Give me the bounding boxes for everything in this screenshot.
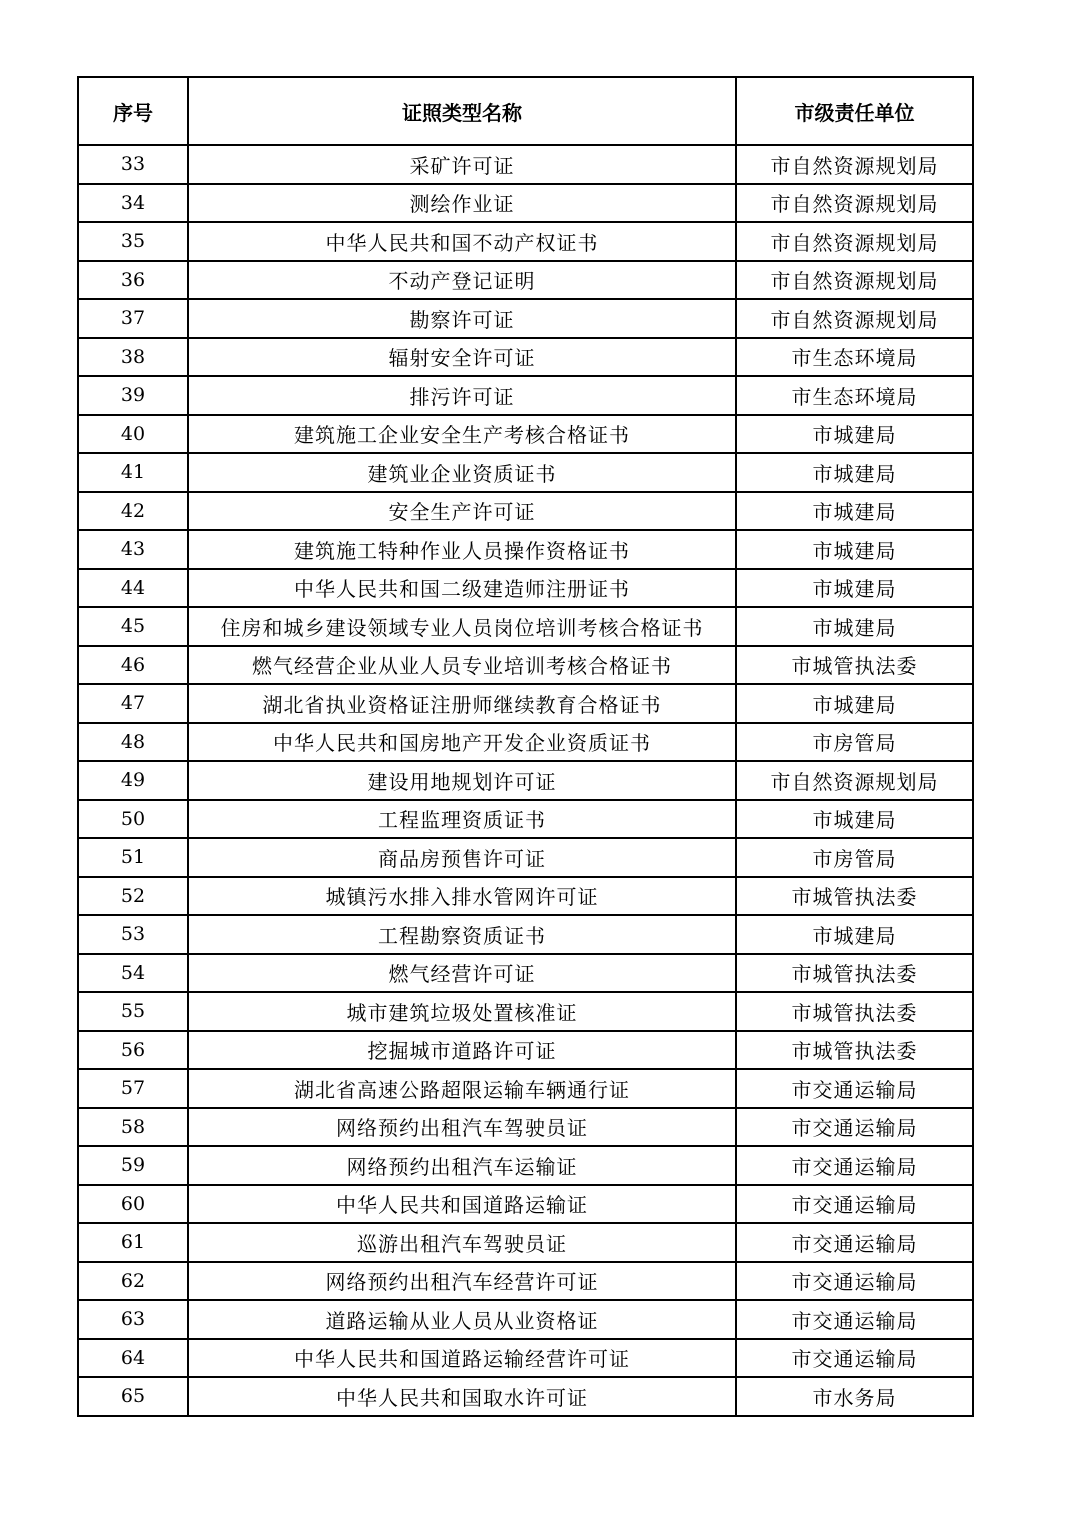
cell-seq: 41	[78, 453, 188, 492]
cell-seq: 34	[78, 184, 188, 223]
cell-certificate-name: 湖北省高速公路超限运输车辆通行证	[188, 1069, 736, 1108]
cell-responsible-unit: 市自然资源规划局	[736, 222, 973, 261]
cell-responsible-unit: 市交通运输局	[736, 1185, 973, 1224]
table-row	[78, 607, 973, 646]
cell-responsible-unit: 市城建局	[736, 684, 973, 723]
cell-certificate-name: 勘察许可证	[188, 299, 736, 338]
table-row	[78, 453, 973, 492]
cell-seq: 56	[78, 1031, 188, 1070]
cell-certificate-name: 巡游出租汽车驾驶员证	[188, 1223, 736, 1262]
cell-seq: 53	[78, 915, 188, 954]
table-row	[78, 184, 973, 223]
cell-seq: 44	[78, 569, 188, 608]
cell-responsible-unit: 市城建局	[736, 569, 973, 608]
cell-responsible-unit: 市自然资源规划局	[736, 299, 973, 338]
cell-responsible-unit: 市交通运输局	[736, 1146, 973, 1185]
cell-responsible-unit: 市城管执法委	[736, 1031, 973, 1070]
cell-responsible-unit: 市交通运输局	[736, 1339, 973, 1378]
cell-responsible-unit: 市自然资源规划局	[736, 145, 973, 184]
cell-certificate-name: 辐射安全许可证	[188, 338, 736, 377]
table-row	[78, 915, 973, 954]
cell-seq: 60	[78, 1185, 188, 1224]
cell-responsible-unit: 市城建局	[736, 800, 973, 839]
table-row	[78, 1031, 973, 1070]
cell-certificate-name: 商品房预售许可证	[188, 838, 736, 877]
cell-responsible-unit: 市城建局	[736, 453, 973, 492]
table-row	[78, 1108, 973, 1147]
cell-seq: 33	[78, 145, 188, 184]
header-seq: 序号	[78, 77, 188, 145]
table-row	[78, 1300, 973, 1339]
cell-seq: 50	[78, 800, 188, 839]
cell-certificate-name: 道路运输从业人员从业资格证	[188, 1300, 736, 1339]
cell-seq: 55	[78, 992, 188, 1031]
cell-certificate-name: 建设用地规划许可证	[188, 761, 736, 800]
cell-seq: 36	[78, 261, 188, 300]
cell-certificate-name: 中华人民共和国房地产开发企业资质证书	[188, 723, 736, 762]
cell-responsible-unit: 市生态环境局	[736, 338, 973, 377]
cell-certificate-name: 排污许可证	[188, 376, 736, 415]
cell-seq: 65	[78, 1377, 188, 1416]
cell-responsible-unit: 市城建局	[736, 530, 973, 569]
cell-certificate-name: 城市建筑垃圾处置核准证	[188, 992, 736, 1031]
cell-seq: 48	[78, 723, 188, 762]
table-row	[78, 492, 973, 531]
table-row	[78, 1262, 973, 1301]
certificate-table	[77, 76, 974, 1417]
table-row	[78, 145, 973, 184]
cell-certificate-name: 中华人民共和国取水许可证	[188, 1377, 736, 1416]
cell-certificate-name: 网络预约出租汽车驾驶员证	[188, 1108, 736, 1147]
cell-responsible-unit: 市城管执法委	[736, 992, 973, 1031]
cell-responsible-unit: 市自然资源规划局	[736, 761, 973, 800]
cell-responsible-unit: 市房管局	[736, 838, 973, 877]
cell-responsible-unit: 市城建局	[736, 492, 973, 531]
cell-certificate-name: 中华人民共和国不动产权证书	[188, 222, 736, 261]
cell-responsible-unit: 市城管执法委	[736, 954, 973, 993]
table-row	[78, 338, 973, 377]
cell-certificate-name: 不动产登记证明	[188, 261, 736, 300]
table-header	[78, 77, 973, 145]
header-unit: 市级责任单位	[736, 77, 973, 145]
cell-certificate-name: 中华人民共和国道路运输证	[188, 1185, 736, 1224]
cell-responsible-unit: 市水务局	[736, 1377, 973, 1416]
cell-seq: 64	[78, 1339, 188, 1378]
cell-certificate-name: 城镇污水排入排水管网许可证	[188, 877, 736, 916]
cell-seq: 62	[78, 1262, 188, 1301]
cell-responsible-unit: 市城建局	[736, 415, 973, 454]
cell-certificate-name: 燃气经营企业从业人员专业培训考核合格证书	[188, 646, 736, 685]
table-row	[78, 1339, 973, 1378]
cell-responsible-unit: 市城管执法委	[736, 646, 973, 685]
cell-certificate-name: 湖北省执业资格证注册师继续教育合格证书	[188, 684, 736, 723]
table-row	[78, 1146, 973, 1185]
table-row	[78, 1185, 973, 1224]
cell-seq: 38	[78, 338, 188, 377]
cell-responsible-unit: 市交通运输局	[736, 1069, 973, 1108]
table-body	[78, 145, 973, 1416]
table-row	[78, 877, 973, 916]
cell-certificate-name: 建筑施工特种作业人员操作资格证书	[188, 530, 736, 569]
cell-responsible-unit: 市交通运输局	[736, 1300, 973, 1339]
header-name: 证照类型名称	[188, 77, 736, 145]
cell-seq: 52	[78, 877, 188, 916]
table-row	[78, 569, 973, 608]
cell-certificate-name: 安全生产许可证	[188, 492, 736, 531]
cell-responsible-unit: 市交通运输局	[736, 1223, 973, 1262]
cell-seq: 58	[78, 1108, 188, 1147]
cell-seq: 57	[78, 1069, 188, 1108]
cell-certificate-name: 住房和城乡建设领域专业人员岗位培训考核合格证书	[188, 607, 736, 646]
cell-responsible-unit: 市城建局	[736, 915, 973, 954]
cell-responsible-unit: 市房管局	[736, 723, 973, 762]
cell-seq: 43	[78, 530, 188, 569]
cell-responsible-unit: 市城管执法委	[736, 877, 973, 916]
table-row	[78, 800, 973, 839]
cell-seq: 45	[78, 607, 188, 646]
table-row	[78, 261, 973, 300]
cell-seq: 37	[78, 299, 188, 338]
table-row	[78, 954, 973, 993]
table-row	[78, 684, 973, 723]
cell-certificate-name: 工程监理资质证书	[188, 800, 736, 839]
table-row	[78, 1377, 973, 1416]
cell-certificate-name: 挖掘城市道路许可证	[188, 1031, 736, 1070]
cell-certificate-name: 中华人民共和国二级建造师注册证书	[188, 569, 736, 608]
cell-seq: 51	[78, 838, 188, 877]
cell-seq: 61	[78, 1223, 188, 1262]
table-row	[78, 723, 973, 762]
cell-certificate-name: 测绘作业证	[188, 184, 736, 223]
cell-responsible-unit: 市交通运输局	[736, 1108, 973, 1147]
cell-seq: 35	[78, 222, 188, 261]
table-row	[78, 299, 973, 338]
cell-seq: 47	[78, 684, 188, 723]
cell-certificate-name: 建筑业企业资质证书	[188, 453, 736, 492]
cell-seq: 42	[78, 492, 188, 531]
cell-responsible-unit: 市自然资源规划局	[736, 261, 973, 300]
cell-seq: 54	[78, 954, 188, 993]
cell-seq: 39	[78, 376, 188, 415]
cell-seq: 46	[78, 646, 188, 685]
cell-responsible-unit: 市生态环境局	[736, 376, 973, 415]
cell-responsible-unit: 市交通运输局	[736, 1262, 973, 1301]
cell-responsible-unit: 市自然资源规划局	[736, 184, 973, 223]
table-row	[78, 415, 973, 454]
table-row	[78, 376, 973, 415]
table-row	[78, 1223, 973, 1262]
table-row	[78, 992, 973, 1031]
cell-responsible-unit: 市城建局	[736, 607, 973, 646]
table-row	[78, 1069, 973, 1108]
table-row	[78, 838, 973, 877]
cell-certificate-name: 网络预约出租汽车运输证	[188, 1146, 736, 1185]
cell-certificate-name: 网络预约出租汽车经营许可证	[188, 1262, 736, 1301]
table-row	[78, 761, 973, 800]
cell-certificate-name: 燃气经营许可证	[188, 954, 736, 993]
header-row	[78, 77, 973, 145]
cell-certificate-name: 工程勘察资质证书	[188, 915, 736, 954]
table-row	[78, 646, 973, 685]
table-row	[78, 222, 973, 261]
cell-certificate-name: 建筑施工企业安全生产考核合格证书	[188, 415, 736, 454]
cell-seq: 49	[78, 761, 188, 800]
cell-certificate-name: 中华人民共和国道路运输经营许可证	[188, 1339, 736, 1378]
cell-seq: 40	[78, 415, 188, 454]
cell-seq: 59	[78, 1146, 188, 1185]
cell-seq: 63	[78, 1300, 188, 1339]
table-row	[78, 530, 973, 569]
cell-certificate-name: 采矿许可证	[188, 145, 736, 184]
